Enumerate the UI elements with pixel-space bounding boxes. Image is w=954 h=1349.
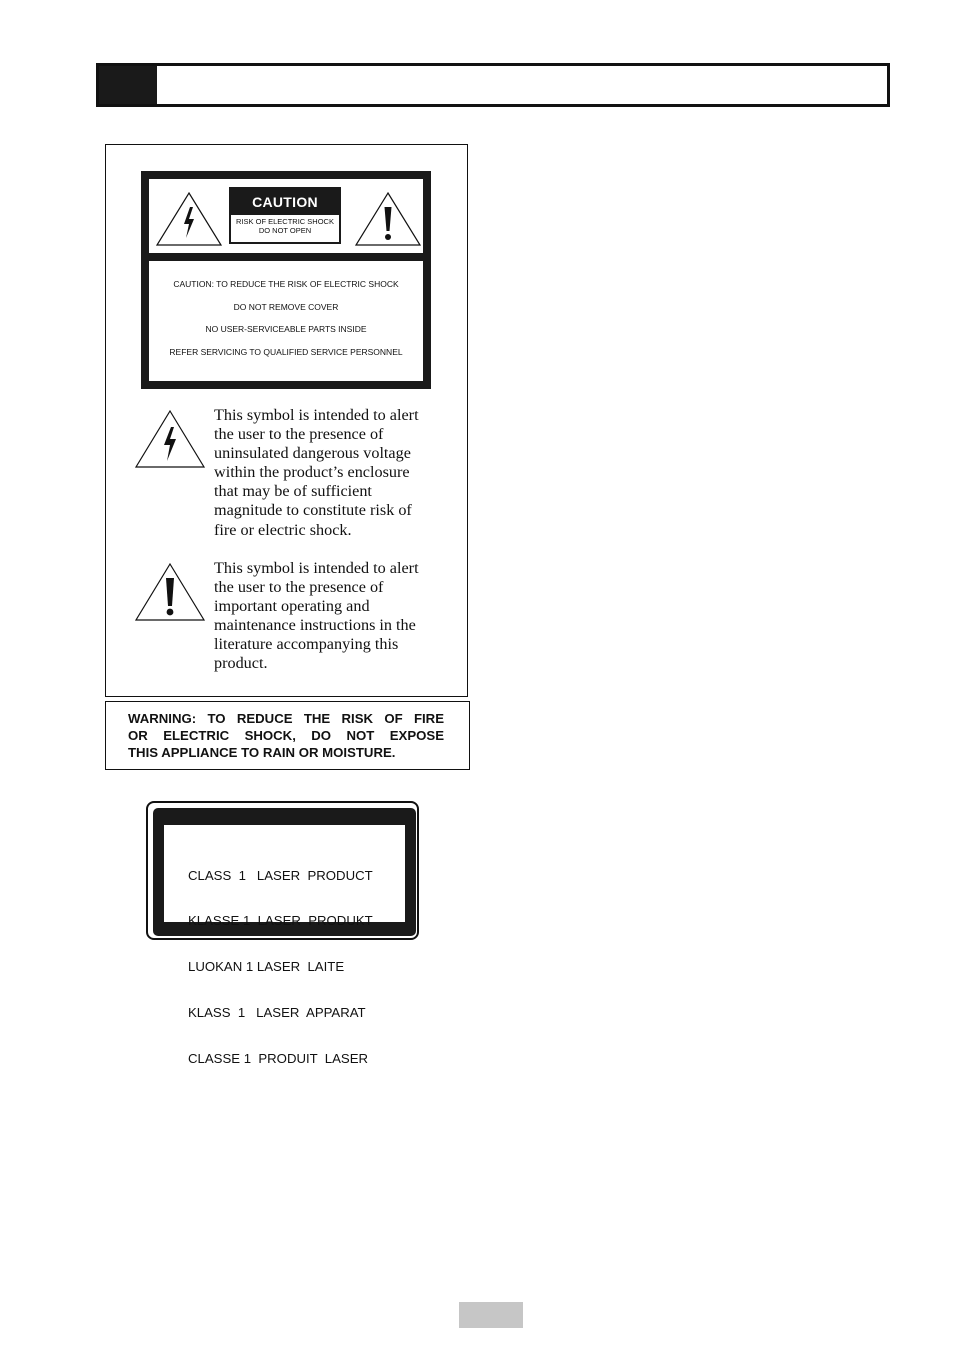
- caution-label-line: REFER SERVICING TO QUALIFIED SERVICE PERSONNEL: [169, 347, 403, 357]
- caution-box: [229, 187, 341, 244]
- warning-line: THIS APPLIANCE TO RAIN OR MOISTURE.: [128, 745, 396, 760]
- laser-label-border: [153, 808, 416, 1067]
- description-line: within the product’s enclosure: [214, 463, 410, 482]
- warning-text: [128, 710, 444, 761]
- description-line: This symbol is intended to alert: [214, 406, 419, 424]
- caution-label: [141, 171, 431, 389]
- description-line: literature accompanying this: [214, 635, 399, 654]
- laser-label-line: CLASSE 1 PRODUIT LASER: [188, 1051, 369, 1067]
- description-line: that may be of sufficient: [214, 482, 372, 501]
- laser-product-label: [146, 801, 419, 1067]
- warning-box: [105, 701, 470, 770]
- caution-label-text-panel: [149, 261, 423, 381]
- caution-label-line: NO USER-SERVICEABLE PARTS INSIDE: [205, 324, 367, 334]
- caution-label-line: CAUTION: TO REDUCE THE RISK OF ELECTRIC SHOCK: [173, 279, 399, 289]
- exclamation-triangle-icon: [134, 562, 206, 622]
- description-line: magnitude to constitute risk of: [214, 501, 412, 520]
- description-line: uninsulated dangerous voltage: [214, 444, 411, 463]
- caution-subtitle-line: DO NOT OPEN: [258, 225, 312, 235]
- laser-label-line: LUOKAN 1 LASER LAITE: [188, 959, 345, 975]
- page-number: [459, 1302, 523, 1328]
- caution-label-top: [149, 179, 423, 253]
- exclamation-symbol-description: [214, 559, 454, 674]
- description-line: fire or electric shock.: [214, 520, 352, 539]
- warning-line: WARNING: TO REDUCE THE RISK OF FIRE: [128, 711, 444, 726]
- lightning-symbol-description: [214, 406, 454, 540]
- caution-title: CAUTION: [231, 189, 339, 215]
- description-line: the user to the presence of: [214, 578, 384, 597]
- section-header-bar: [96, 63, 890, 107]
- caution-subtitle-line: RISK OF ELECTRIC SHOCK: [236, 217, 334, 226]
- laser-label-line: CLASS 1 LASER PRODUCT: [188, 867, 373, 883]
- caution-subtitle: [231, 218, 339, 235]
- warning-line: OR ELECTRIC SHOCK, DO NOT EXPOSE: [128, 728, 444, 743]
- exclamation-triangle-icon: [354, 191, 422, 247]
- description-line: the user to the presence of: [214, 425, 384, 444]
- laser-label-text: [188, 837, 373, 1097]
- description-line: maintenance instructions in the: [214, 616, 416, 635]
- description-line: This symbol is intended to alert: [214, 559, 419, 577]
- description-line: product.: [214, 654, 268, 673]
- description-line: important operating and: [214, 597, 370, 616]
- laser-label-panel: [164, 825, 405, 1067]
- lightning-bolt-triangle-icon: [155, 191, 223, 247]
- laser-label-line: KLASS 1 LASER APPARAT: [188, 1005, 366, 1021]
- section-header-tab: [99, 66, 157, 104]
- lightning-bolt-triangle-icon: [134, 409, 206, 469]
- caution-label-line: DO NOT REMOVE COVER: [233, 302, 339, 312]
- laser-label-line: KLASSE 1 LASER PRODUKT: [188, 913, 373, 929]
